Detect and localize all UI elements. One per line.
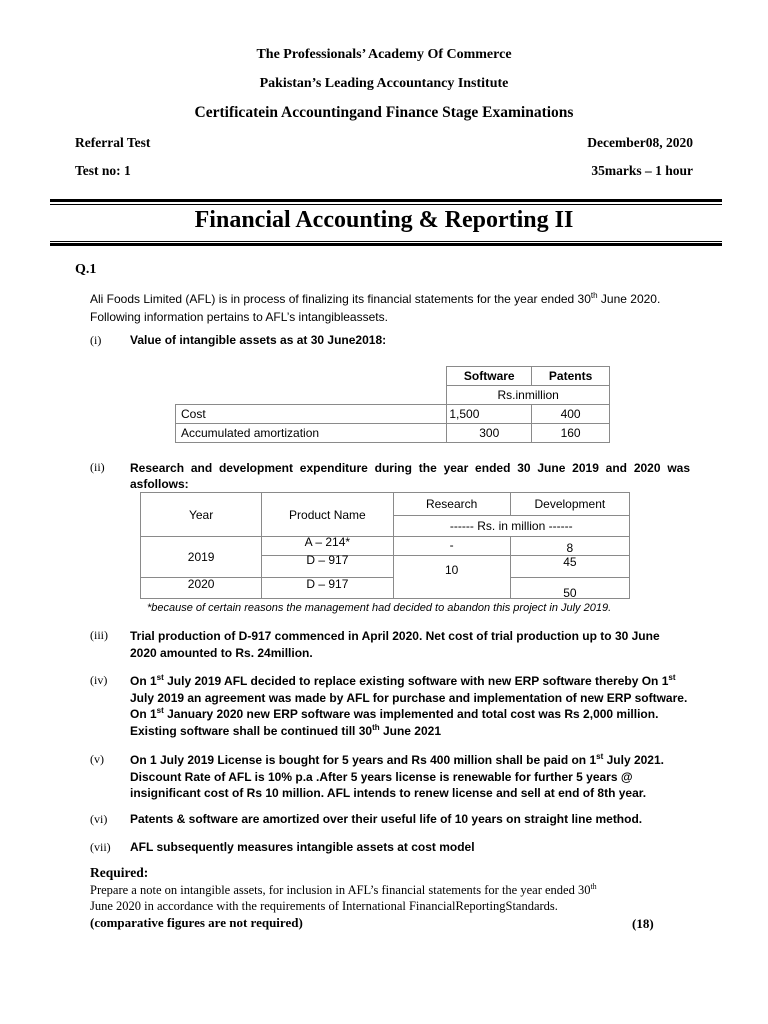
item-i-text: Value of intangible assets as at 30 June2018:	[130, 333, 387, 347]
development-2019-a: 8	[510, 537, 629, 556]
rd-table	[140, 492, 630, 599]
required-note: (comparative figures are not required)	[90, 915, 303, 930]
institute-tagline: Pakistan’s Leading Accountancy Institute	[259, 76, 509, 91]
exam-name: Certificatein Accountingand Finance Stage Examinations	[194, 104, 574, 121]
row-label: Accumulated amortization	[176, 424, 447, 443]
col-year: Year	[141, 493, 262, 537]
col-software: Software	[447, 367, 532, 386]
title-rule-thin	[50, 241, 722, 242]
col-patents: Patents	[532, 367, 610, 386]
cell-software: 300	[447, 424, 532, 443]
header-rule-thin	[50, 204, 722, 205]
item-vii-text: AFL subsequently measures intangible assets at cost model	[130, 840, 475, 854]
year-2019: 2019	[141, 537, 262, 578]
header-rule-thick	[50, 199, 722, 202]
table-footnote: *because of certain reasons the management had decided to abandon this project in July 2019.	[147, 602, 612, 614]
required-text: Prepare a note on intangible assets, for inclusion in AFL’s financial statements for the year ended 30th June 2020 in accordance with the requirements of International FinancialReportingStandards.	[90, 881, 597, 913]
intro-line-1: Ali Foods Limited (AFL) is in process of finalizing its financial statements for the year ended 30th June 2020.	[90, 291, 661, 306]
unit-row: Rs.inmillion	[447, 386, 610, 405]
item-iv-text: On 1st July 2019 AFL decided to replace existing software with new ERP software thereby On 1st July 2019 an agreement was made by AFL for purchase and implementation of new ERP software. On 1st January 2020 new ERP software was implemented and total cost was Rs 2,000 million. Existing software shall be continued till 30th June 2021	[130, 673, 688, 738]
item-iii-text: Trial production of D-917 commenced in April 2020. Net cost of trial production up to 30 June 2020 amounted to Rs. 24million.	[130, 629, 660, 660]
development-2020: 50	[510, 578, 629, 599]
product-a214: A – 214*	[262, 537, 393, 556]
required-label: Required:	[90, 865, 149, 880]
row-label: Cost	[176, 405, 447, 424]
item-iv-number: (iv)	[90, 673, 108, 687]
institute-name: The Professionals’ Academy Of Commerce	[256, 47, 512, 62]
cell-software: 1,500	[447, 405, 532, 424]
item-vii-number: (vii)	[90, 840, 111, 854]
question-marks: (18)	[632, 916, 654, 931]
item-v-text: On 1 July 2019 License is bought for 5 years and Rs 400 million shall be paid on 1st July 2021. Discount Rate of AFL is 10% p.a .After 5 years license is renewable for further 5 years @ insignificant cost of Rs 10 million. AFL intends to renew license and sell at end of 8th year.	[130, 752, 664, 800]
test-type: Referral Test	[75, 135, 151, 150]
title-rule-thick	[50, 243, 722, 246]
table-row	[176, 405, 610, 424]
question-label: Q.1	[75, 262, 97, 277]
intro-line-2: Following information pertains to AFL’s intangibleassets.	[90, 310, 388, 324]
research-2019-b: 10	[393, 556, 510, 599]
item-vi-text: Patents & software are amortized over their useful life of 10 years on straight line method.	[130, 812, 643, 826]
page-title: Financial Accounting & Reporting II	[194, 207, 574, 233]
research-2019-a: -	[393, 537, 510, 556]
product-d917-2020: D – 917	[262, 578, 393, 599]
test-date: December08, 2020	[587, 135, 693, 150]
year-2020: 2020	[141, 578, 262, 599]
product-d917-2019: D – 917	[262, 556, 393, 578]
col-research: Research	[393, 493, 510, 516]
table-row	[176, 424, 610, 443]
intangibles-table	[175, 366, 610, 443]
test-number: Test no: 1	[75, 163, 131, 178]
item-ii-text: Research and development expenditure during the year ended 30 June 2019 and 2020 was asfollows:	[130, 461, 690, 491]
col-development: Development	[510, 493, 629, 516]
unit-row: ------ Rs. in million ------	[393, 515, 630, 537]
item-vi-number: (vi)	[90, 812, 108, 826]
item-i-number: (i)	[90, 333, 102, 347]
item-v-number: (v)	[90, 752, 104, 766]
cell-patents: 160	[532, 424, 610, 443]
item-iii-number: (iii)	[90, 628, 108, 642]
test-marks-duration: 35marks – 1 hour	[591, 163, 693, 178]
col-product-name: Product Name	[262, 493, 393, 537]
development-2019-b: 45	[510, 556, 629, 578]
item-ii-number: (ii)	[90, 460, 105, 474]
cell-patents: 400	[532, 405, 610, 424]
